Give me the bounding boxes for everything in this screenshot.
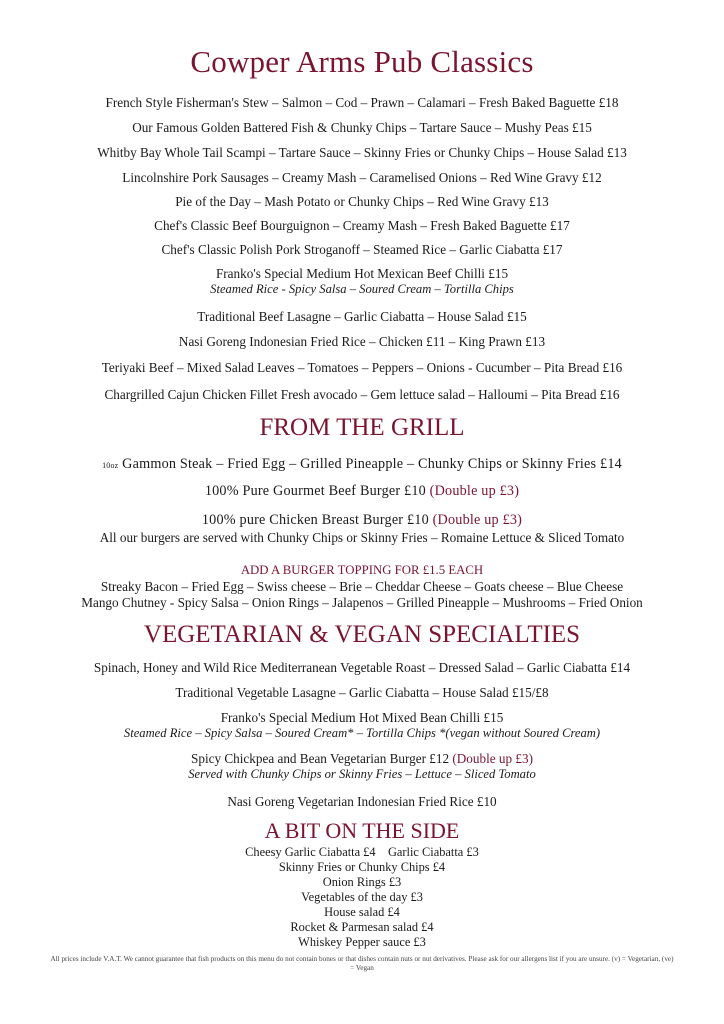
side-item: Vegetables of the day £3 — [301, 890, 423, 904]
menu-item: Chef's Classic Beef Bourguignon – Creamy Mash – Fresh Baked Baguette £17 — [154, 218, 570, 233]
topping-heading: ADD A BURGER TOPPING FOR £1.5 EACH — [240, 563, 484, 577]
menu-item-text: 100% Pure Gourmet Beef Burger £10 — [204, 483, 430, 499]
menu-item: Nasi Goreng Indonesian Fried Rice – Chicken £11 – King Prawn £13 — [178, 334, 546, 349]
menu-item — [0, 512, 724, 529]
side-item: Skinny Fries or Chunky Chips £4 — [278, 860, 446, 874]
double-up-price: (Double up £3) — [429, 483, 520, 499]
weight-label: 10oz — [102, 461, 119, 470]
toppings-list: Streaky Bacon – Fried Egg – Swiss cheese – Brie – Cheddar Cheese – Goats cheese – Blue Cheese — [100, 579, 624, 594]
menu-item: Chef's Classic Polish Pork Stroganoff – Steamed Rice – Garlic Ciabatta £17 — [161, 242, 563, 257]
menu-item: Whitby Bay Whole Tail Scampi – Tartare Sauce – Skinny Fries or Chunky Chips – House Salad £13 — [97, 145, 627, 160]
menu-item-description: Steamed Rice – Spicy Salsa – Soured Cream* – Tortilla Chips *(vegan without Soured Cream) — [123, 726, 601, 740]
menu-item — [0, 751, 724, 767]
menu-item-description: Steamed Rice - Spicy Salsa – Soured Cream – Tortilla Chips — [210, 282, 514, 296]
menu-item: Spinach, Honey and Wild Rice Mediterranean Vegetable Roast – Dressed Salad – Garlic Ciabatta £14 — [93, 660, 631, 675]
menu-item: Franko's Special Medium Hot Mexican Beef Chilli £15 — [215, 266, 509, 281]
menu-title: Cowper Arms Pub Classics — [190, 44, 534, 79]
toppings-list: Mango Chutney - Spicy Salsa – Onion Rings – Jalapenos – Grilled Pineapple – Mushrooms – Fried Onion — [81, 595, 643, 610]
menu-item: Lincolnshire Pork Sausages – Creamy Mash – Caramelised Onions – Red Wine Gravy £12 — [122, 170, 602, 185]
menu-item-text: Spicy Chickpea and Bean Vegetarian Burger £12 — [191, 751, 453, 766]
menu-item-text: 100% pure Chicken Breast Burger £10 — [201, 512, 433, 528]
menu-item — [0, 456, 724, 473]
side-item: Onion Rings £3 — [322, 875, 402, 889]
side-item: House salad £4 — [324, 905, 400, 919]
menu-item: Franko's Special Medium Hot Mixed Bean Chilli £15 — [220, 710, 504, 725]
menu-item: Teriyaki Beef – Mixed Salad Leaves – Tomatoes – Peppers – Onions - Cucumber – Pita Bread £16 — [101, 360, 623, 375]
side-item: Whiskey Pepper sauce £3 — [298, 935, 426, 949]
menu-item-text: Gammon Steak – Fried Egg – Grilled Pineapple – Chunky Chips or Skinny Fries £14 — [118, 456, 622, 472]
double-up-price: (Double up £3) — [452, 751, 533, 766]
menu-item: French Style Fisherman's Stew – Salmon – Cod – Prawn – Calamari – Fresh Baked Baguette £18 — [105, 95, 619, 110]
section-heading-sides: A BIT ON THE SIDE — [264, 818, 460, 843]
section-heading-vegetarian: VEGETARIAN & VEGAN SPECIALTIES — [143, 621, 581, 648]
menu-item: Our Famous Golden Battered Fish & Chunky Chips – Tartare Sauce – Mushy Peas £15 — [132, 120, 592, 135]
menu-item: Chargrilled Cajun Chicken Fillet Fresh avocado – Gem lettuce salad – Halloumi – Pita Bread £16 — [104, 387, 620, 402]
menu-item: Traditional Vegetable Lasagne – Garlic Ciabatta – House Salad £15/£8 — [175, 685, 549, 700]
side-item: Cheesy Garlic Ciabatta £4 Garlic Ciabatta £3 — [245, 845, 479, 859]
menu-item — [0, 483, 724, 500]
burger-note: All our burgers are served with Chunky Chips or Skinny Fries – Romaine Lettuce & Sliced Tomato — [99, 530, 625, 545]
double-up-price: (Double up £3) — [432, 512, 523, 528]
allergen-footer: All prices include V.A.T. We cannot guarantee that fish products on this menu do not contain bones or that dishes contain nuts or nut derivatives. Please ask for our allergens list if you are unsure. (v) = Vegetarian, (ve) = Vegan — [50, 955, 674, 972]
menu-item: Pie of the Day – Mash Potato or Chunky Chips – Red Wine Gravy £13 — [175, 194, 549, 209]
menu-item-description: Served with Chunky Chips or Skinny Fries – Lettuce – Sliced Tomato — [188, 767, 536, 781]
side-item: Rocket & Parmesan salad £4 — [290, 920, 434, 934]
menu-item: Nasi Goreng Vegetarian Indonesian Fried Rice £10 — [227, 794, 497, 809]
section-heading-grill: FROM THE GRILL — [259, 414, 465, 441]
menu-item: Traditional Beef Lasagne – Garlic Ciabatta – House Salad £15 — [197, 309, 527, 324]
